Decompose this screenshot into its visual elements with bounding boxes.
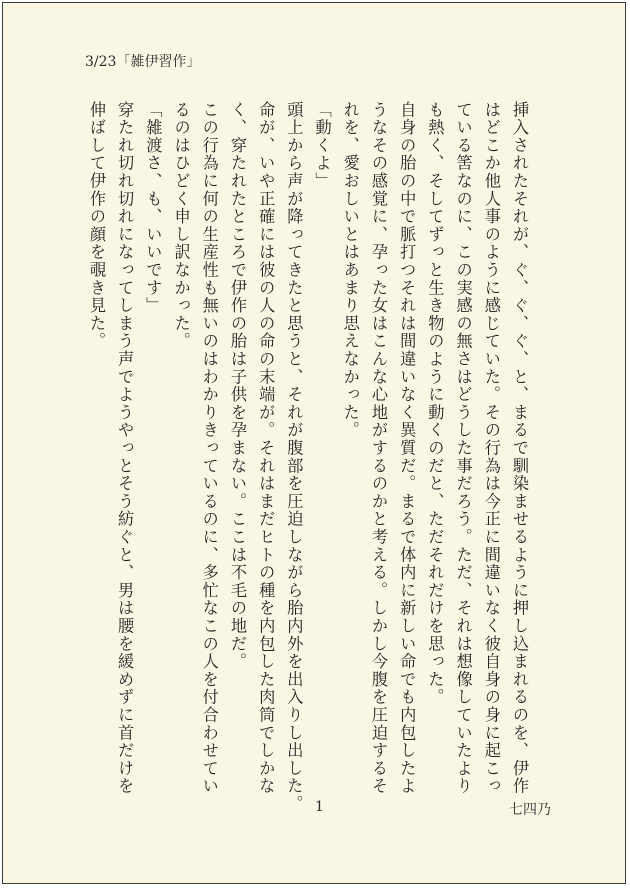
author-name: 七四乃	[509, 802, 551, 818]
body-text	[82, 101, 533, 861]
document-title: 3/23「雑伊習作」	[85, 54, 201, 70]
document-page	[2, 2, 626, 884]
page-number: 1	[315, 799, 324, 815]
dialogue-line: 「動くよ」	[312, 101, 332, 190]
paragraph: 頭上から声が降ってきたと思うと、それが腹部を圧迫しながら胎内外を出入りし出した。 命が、いや正確には彼の人の命の末端が。それはまだヒトの種を内包した肉筒でしかな く、穿たれたところで伊作の胎は子供を孕まない。ここは不毛の地だ。 この行為に何の生産性も無いのはわかりきっているのに、多忙なこの人を付合わせてい るのはひどく申し訳なかった。	[171, 101, 304, 813]
paragraph: 穿たれ切れ切れになってしまう声でようやっとそう紡ぐと、男は腰を緩めずに首だけを 伸ばして伊作の顔を覗き見た。	[86, 101, 135, 796]
dialogue-line: 「雑渡さ、も、いいです」	[143, 101, 163, 315]
paragraph: 挿入されたそれが、ぐ、ぐ、ぐ、と、まるで馴染ませるように押し込まれるのを、伊作 はどこか他人事のように感じていた。その行為は今正に間違いなく彼自身の身に起こっ ている筈なのに、この実感の無さはどうした事だろう。ただ、それは想像していたより も熱く、そしてずっと生き物のように動くのだと、ただそれだけを思った。 自身の胎の中で脈打つそれは間違いなく異質だ。まるで体内に新しい命でも内包したよ うなその感覚に、孕った女はこんな心地がするのかと考える。しかし今腹を圧迫するそ れを、愛おしいとはあまり思えなかった。	[340, 101, 529, 796]
